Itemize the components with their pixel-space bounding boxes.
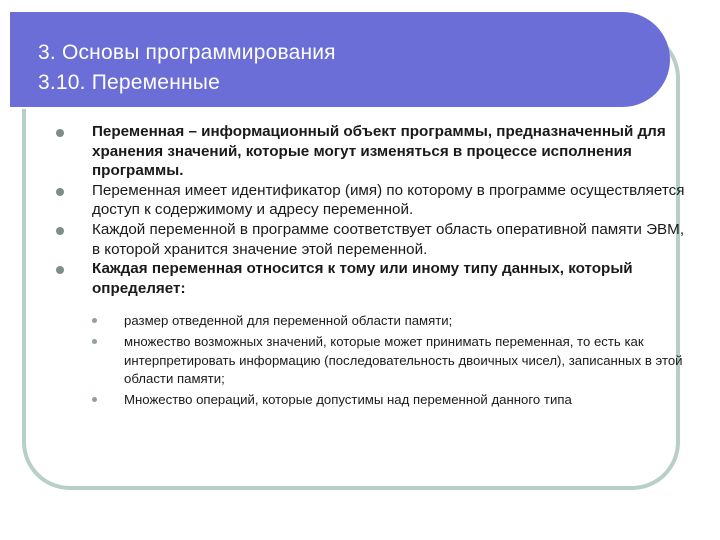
title-line-2: 3.10. Переменные <box>38 71 220 94</box>
bullet-text: – информационный объект программы, предназначенный для хранения значений, которые могут изменяться в процессе исполнения программы. <box>92 123 666 180</box>
bullet-icon <box>56 188 64 196</box>
sub-bullet-item <box>92 312 692 331</box>
title-line-1: 3. Основы программирования <box>38 41 336 64</box>
slide-title <box>38 38 336 98</box>
sub-bullet-icon <box>92 318 97 323</box>
sub-bullet-item <box>92 333 692 389</box>
sub-bullet-text: размер отведенной для переменной области памяти; <box>124 313 453 329</box>
bullet-text: Каждой переменной в программе соответствует область оперативной памяти ЭВМ, в которой хранится значение этой переменной. <box>92 220 685 258</box>
sub-bullet-text: Множество операций, которые допустимы над переменной данного типа <box>124 391 572 407</box>
sub-bullet-icon <box>92 339 97 344</box>
title-bar <box>10 12 670 107</box>
sub-bullet-list <box>92 312 692 409</box>
bullet-icon <box>56 227 64 235</box>
bullet-text: Каждая переменная относится к тому или иному типу данных, который определяет: <box>92 260 633 297</box>
title-divider <box>20 107 648 109</box>
bullet-item-identifier <box>52 181 692 220</box>
bullet-term: Переменная <box>92 123 185 140</box>
sub-bullet-item <box>92 391 692 410</box>
bullet-item-type <box>52 259 692 298</box>
slide-content <box>52 122 692 411</box>
bullet-text: Переменная имеет идентификатор (имя) по которому в программе осуществляется доступ к содержимому и адресу переменной. <box>92 181 685 219</box>
sub-bullet-icon <box>92 397 97 402</box>
bullet-icon <box>56 129 64 137</box>
bullet-icon <box>56 266 64 274</box>
sub-bullet-text: множество возможных значений, которые может принимать переменная, то есть как интерпретировать информацию (последовательность двоичных чисел), записанных в этой области памяти; <box>124 333 683 387</box>
bullet-item-memory <box>52 220 692 259</box>
bullet-item-definition <box>52 122 692 181</box>
